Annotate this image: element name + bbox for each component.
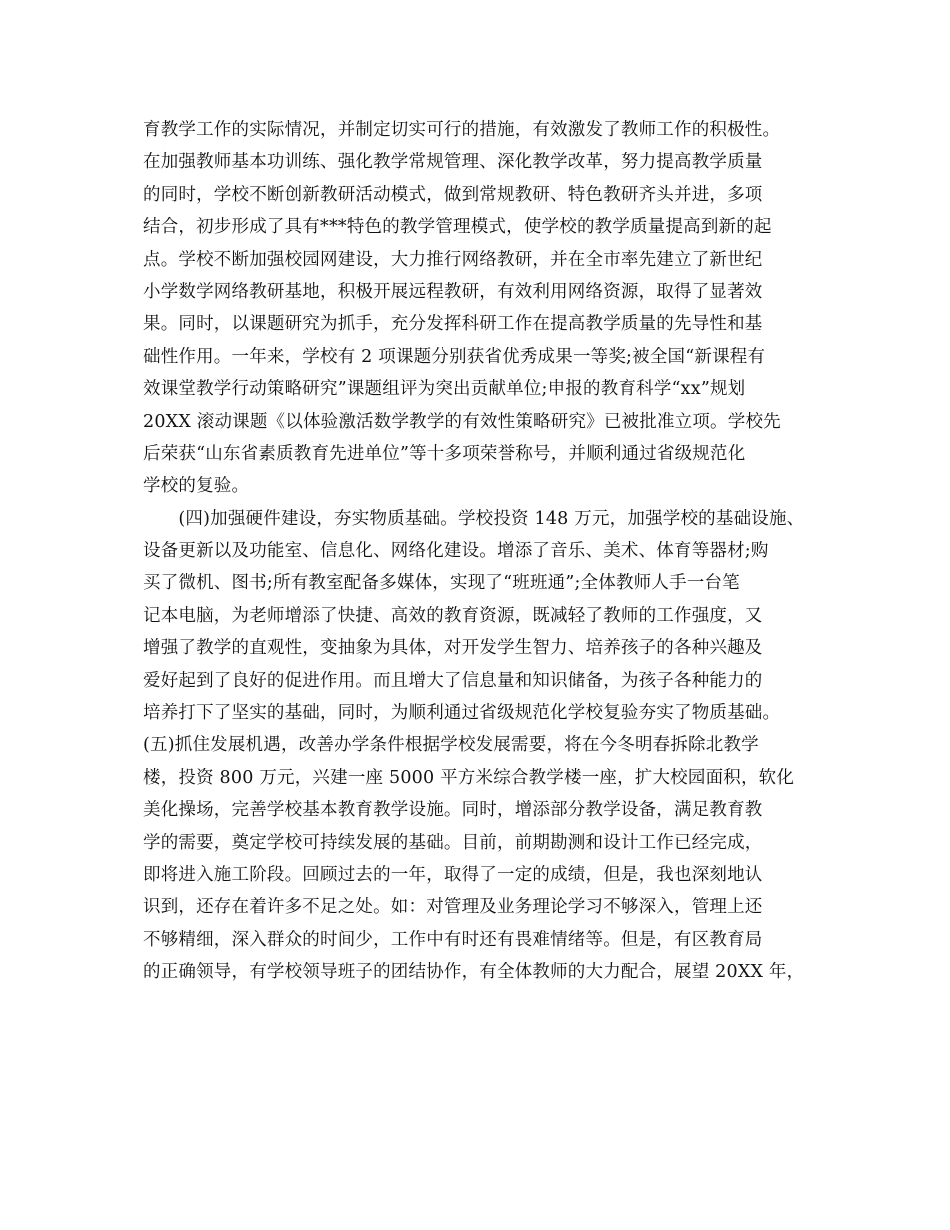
text-line: 点。学校不断加强校园网建设，大力推行网络教研，并在全市率先建立了新世纪 (143, 249, 763, 270)
text-line: 在加强教师基本功训练、强化教学常规管理、深化教学改革，努力提高教学质量 (143, 152, 763, 173)
text-line: 效课堂教学行动策略研究”课题组评为突出贡献单位;申报的教育科学“xx”规划 (143, 379, 746, 400)
text-line: 美化操场，完善学校基本教育教学设施。同时，增添部分教学设备，满足教育教 (143, 800, 763, 821)
text-line: 础性作用。一年来，学校有 2 项课题分别获省优秀成果一等奖;被全国“新课程有 (143, 346, 766, 367)
text-line: 识到，还存在着许多不足之处。如：对管理及业务理论学习不够深入，管理上还 (143, 897, 763, 918)
text-line: 的同时，学校不断创新教研活动模式，做到常规教研、特色教研齐头并进，多项 (143, 184, 763, 205)
text-line: 不够精细，深入群众的时间少，工作中有时还有畏难情绪等。但是，有区教育局 (143, 929, 763, 950)
text-line: 后荣获“山东省素质教育先进单位”等十多项荣誉称号，并顺利通过省级规范化 (143, 443, 746, 464)
text-line: 结合，初步形成了具有***特色的教学管理模式，使学校的教学质量提高到新的起 (143, 217, 772, 238)
text-line: 学校的复验。 (143, 476, 250, 497)
text-line: 的正确领导，有学校领导班子的团结协作，有全体教师的大力配合，展望 20XX 年， (143, 962, 805, 983)
text-line: 即将进入施工阶段。回顾过去的一年，取得了一定的成绩，但是，我也深刻地认 (143, 864, 763, 885)
text-line: 楼，投资 800 万元，兴建一座 5000 平方米综合教学楼一座，扩大校园面积，软化 (143, 767, 795, 788)
text-line: 20XX 滚动课题《以体验激活数学教学的有效性策略研究》已被批准立项。学校先 (143, 411, 781, 432)
text-line: 小学数学网络教研基地，积极开展远程教研，有效利用网络资源，取得了显著效 (143, 281, 763, 302)
text-line: 爱好起到了良好的促进作用。而且增大了信息量和知识储备，为孩子各种能力的 (143, 670, 763, 691)
text-line: 培养打下了坚实的基础，同时，为顺利通过省级规范化学校复验夯实了物质基础。 (143, 703, 781, 724)
text-line: 增强了教学的直观性，变抽象为具体，对开发学生智力、培养孩子的各种兴趣及 (143, 638, 763, 659)
text-line: 育教学工作的实际情况，并制定切实可行的措施，有效激发了教师工作的积极性。 (143, 120, 781, 140)
text-line: 记本电脑，为老师增添了快捷、高效的教育资源，既减轻了教师的工作强度，又 (143, 605, 763, 626)
text-line: 果。同时，以课题研究为抓手，充分发挥科研工作在提高教学质量的先导性和基 (143, 314, 763, 335)
text-line: (四)加强硬件建设，夯实物质基础。学校投资 148 万元，加强学校的基础设施、 (143, 508, 805, 529)
text-line: 买了微机、图书;所有教室配备多媒体，实现了“班班通”;全体教师人手一台笔 (143, 573, 740, 594)
text-line: 学的需要，奠定学校可持续发展的基础。目前，前期勘测和设计工作已经完成， (143, 832, 763, 853)
text-line: (五)抓住发展机遇，改善办学条件根据学校发展需要，将在今冬明春拆除北教学 (143, 735, 759, 756)
text-line: 设备更新以及功能室、信息化、网络化建设。增添了音乐、美术、体育等器材;购 (143, 541, 769, 562)
document-body (143, 114, 833, 989)
